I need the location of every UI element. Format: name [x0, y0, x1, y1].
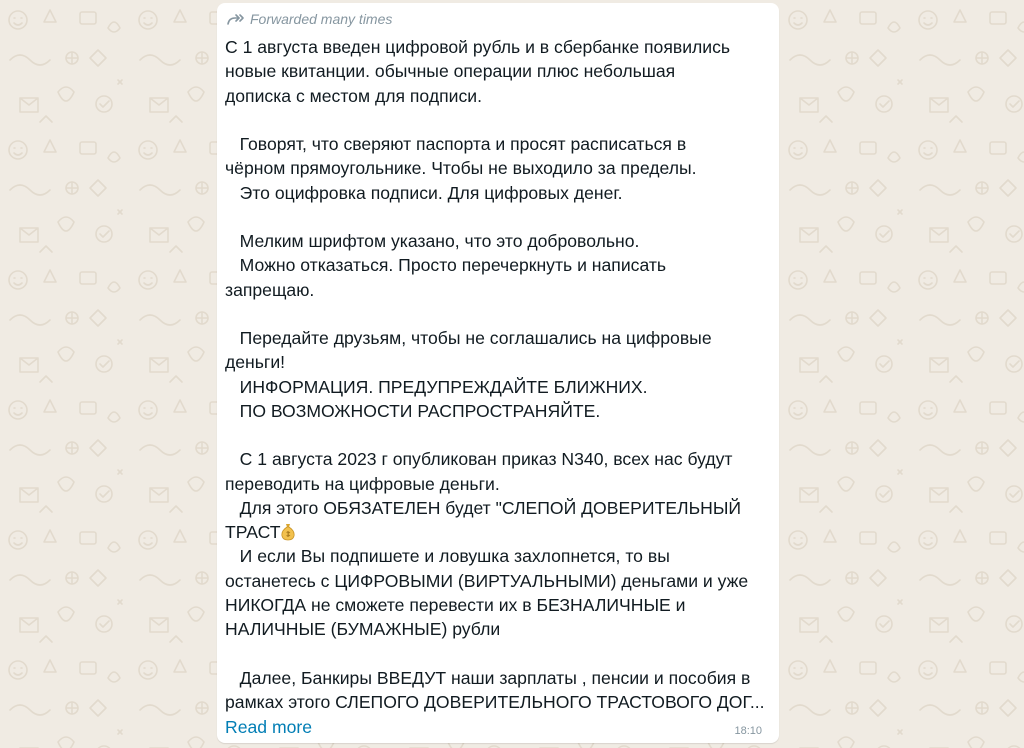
message-line: Далее, Банкиры ВВЕДУТ наши зарплаты , пенсии и пособия в: [225, 667, 751, 688]
message-line: С 1 августа 2023 г опубликован приказ N340, всех нас будут: [225, 449, 733, 470]
message-line: Для этого ОБЯЗАТЕЛЕН будет "СЛЕПОЙ ДОВЕРИТЕЛЬНЫЙ: [225, 497, 742, 518]
double-forward-arrow-icon: [227, 12, 247, 26]
message-line: останетесь с ЦИФРОВЫМИ (ВИРТУАЛЬНЫМИ) деньгами и уже: [225, 570, 749, 591]
message-line: Говорят, что сверяют паспорта и просят расписаться в: [225, 134, 687, 154]
message-line: ПО ВОЗМОЖНОСТИ РАСПРОСТРАНЯЙТЕ.: [225, 400, 601, 421]
read-more-link[interactable]: Read more: [225, 717, 313, 737]
message-line: С 1 августа введен цифровой рубль и в сбербанке появились: [225, 37, 731, 57]
message-line: [225, 423, 773, 447]
money-bag-emoji-icon: [281, 523, 295, 541]
forwarded-indicator: [227, 10, 392, 28]
message-line: [225, 205, 773, 229]
message-line: переводить на цифровые деньги.: [225, 473, 500, 494]
message-line: запрещаю.: [225, 279, 315, 300]
message-line: [225, 641, 773, 665]
message-text: [225, 35, 773, 714]
message-line: Можно отказаться. Просто перечеркнуть и написать: [225, 255, 667, 276]
message-line: ИНФОРМАЦИЯ. ПРЕДУПРЕЖДАЙТЕ БЛИЖНИХ.: [225, 376, 648, 397]
message-line: НИКОГДА не сможете перевести их в БЕЗНАЛИЧНЫЕ и: [225, 594, 686, 615]
message-line: новые квитанции. обычные операции плюс небольшая: [225, 61, 676, 82]
forwarded-message-bubble[interactable]: [217, 3, 779, 743]
message-line: Передайте друзьям, чтобы не соглашались на цифровые: [225, 328, 712, 348]
message-line: рамках этого СЛЕПОГО ДОВЕРИТЕЛЬНОГО ТРАСТОВОГО ДОГ...: [225, 691, 765, 712]
message-line: допиcка с местом для подписи.: [225, 85, 482, 106]
message-line: деньги!: [225, 352, 286, 373]
forwarded-label: Forwarded many times: [250, 11, 393, 27]
message-line: [225, 302, 773, 326]
message-line: [225, 108, 773, 132]
message-timestamp: 18:10: [734, 725, 762, 737]
message-line: ТРАСТ: [225, 520, 773, 544]
message-line: И если Вы подпишете и ловушка захлопнется, то вы: [225, 546, 670, 567]
message-line: Это оцифровка подписи. Для цифровых денег.: [225, 182, 623, 203]
message-line: НАЛИЧНЫЕ (БУМАЖНЫЕ) рубли: [225, 619, 501, 639]
message-line: Мелким шрифтом указано, что это добровольно.: [225, 231, 640, 251]
message-line: чёрном прямоугольнике. Чтобы не выходило за пределы.: [225, 158, 697, 179]
